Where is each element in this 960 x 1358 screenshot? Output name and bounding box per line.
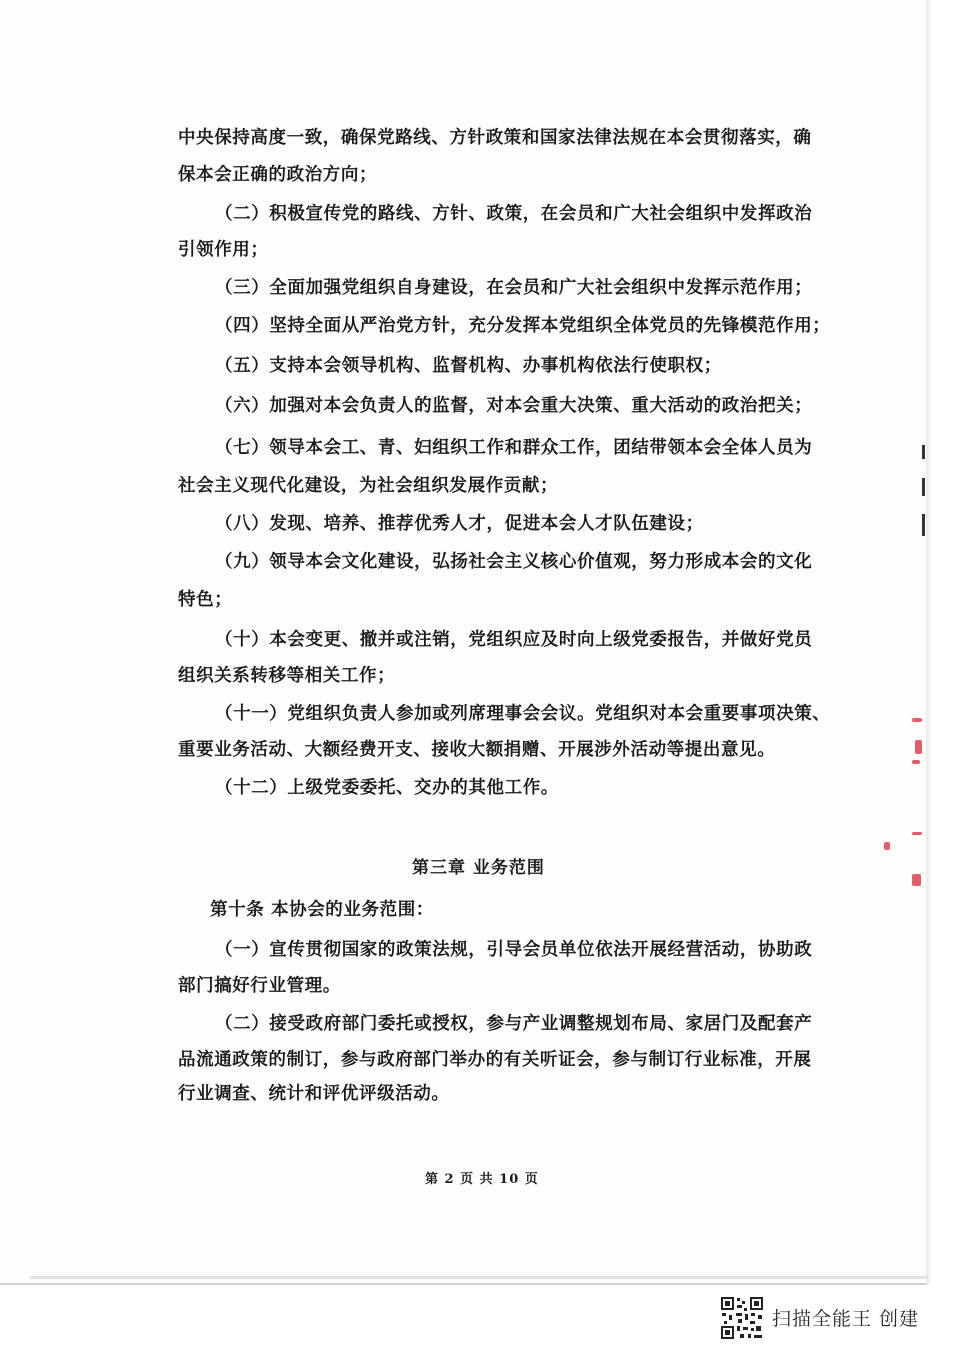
text-line: （四）坚持全面从严治党方针，充分发挥本党组织全体党员的先锋模范作用； [215,316,831,336]
seal-fragment [912,832,922,835]
text-line: （十）本会变更、撤并或注销，党组织应及时向上级党委报告，并做好党员 [215,630,813,650]
text-line: （八）发现、培养、推荐优秀人才，促进本会人才队伍建设； [215,514,704,534]
scanner-watermark [720,1292,940,1344]
text-line: （二）积极宣传党的路线、方针、政策，在会员和广大社会组织中发挥政治 [215,204,813,224]
text-line: 保本会正确的政治方向； [178,165,378,185]
text-line: 社会主义现代化建设，为社会组织发展作贡献； [178,476,559,496]
text-line: （六）加强对本会负责人的监督，对本会重大决策、重大活动的政治把关； [215,396,813,416]
paper-edge [926,0,932,1285]
binding-mark [922,445,925,459]
seal-fragment [912,760,920,764]
text-line: 行业调查、统计和评优评级活动。 [178,1084,450,1104]
text-line: 品流通政策的制订，参与政府部门举办的有关听证会，参与制订行业标准，开展 [178,1050,812,1070]
watermark-text: 扫描全能王 创建 [772,1308,920,1330]
text-line: 部门搞好行业管理。 [178,976,341,996]
seal-fragment [884,842,890,850]
text-line: （五）支持本会领导机构、监督机构、办事机构依法行使职权； [215,356,722,376]
qr-code-icon [720,1296,764,1340]
chapter-heading: 第三章 业务范围 [412,858,545,878]
text-line: （十一）党组织负责人参加或列席理事会会议。党组织对本会重要事项决策、 [215,704,831,724]
text-line: 组织关系转移等相关工作； [178,666,396,686]
paper-bottom-edge [30,1276,928,1279]
seal-fragment [915,740,922,754]
article-title: 第十条 本协会的业务范围： [210,900,434,920]
binding-mark [922,514,925,536]
seal-fragment [912,718,922,722]
text-line: 特色； [178,590,233,610]
text-line: 引领作用； [178,240,269,260]
text-line: （一）宣传贯彻国家的政策法规，引导会员单位依法开展经营活动，协助政 [215,940,813,960]
text-line: 重要业务活动、大额经费开支、接收大额捐赠、开展涉外活动等提出意见。 [178,740,776,760]
binding-mark [922,478,925,496]
text-line: 中央保持高度一致，确保党路线、方针政策和国家法律法规在本会贯彻落实，确 [178,128,812,148]
text-line: （三）全面加强党组织自身建设，在会员和广大社会组织中发挥示范作用； [215,278,813,298]
seal-fragment [912,874,921,886]
page-number: 第 2 页 共 10 页 [425,1172,539,1187]
text-line: （七）领导本会工、青、妇组织工作和群众工作，团结带领本会全体人员为 [215,438,813,458]
text-line: （二）接受政府部门委托或授权，参与产业调整规划布局、家居门及配套产 [215,1014,813,1034]
text-line: （九）领导本会文化建设，弘扬社会主义核心价值观，努力形成本会的文化 [215,552,813,572]
text-line: （十二）上级党委委托、交办的其他工作。 [215,778,559,798]
